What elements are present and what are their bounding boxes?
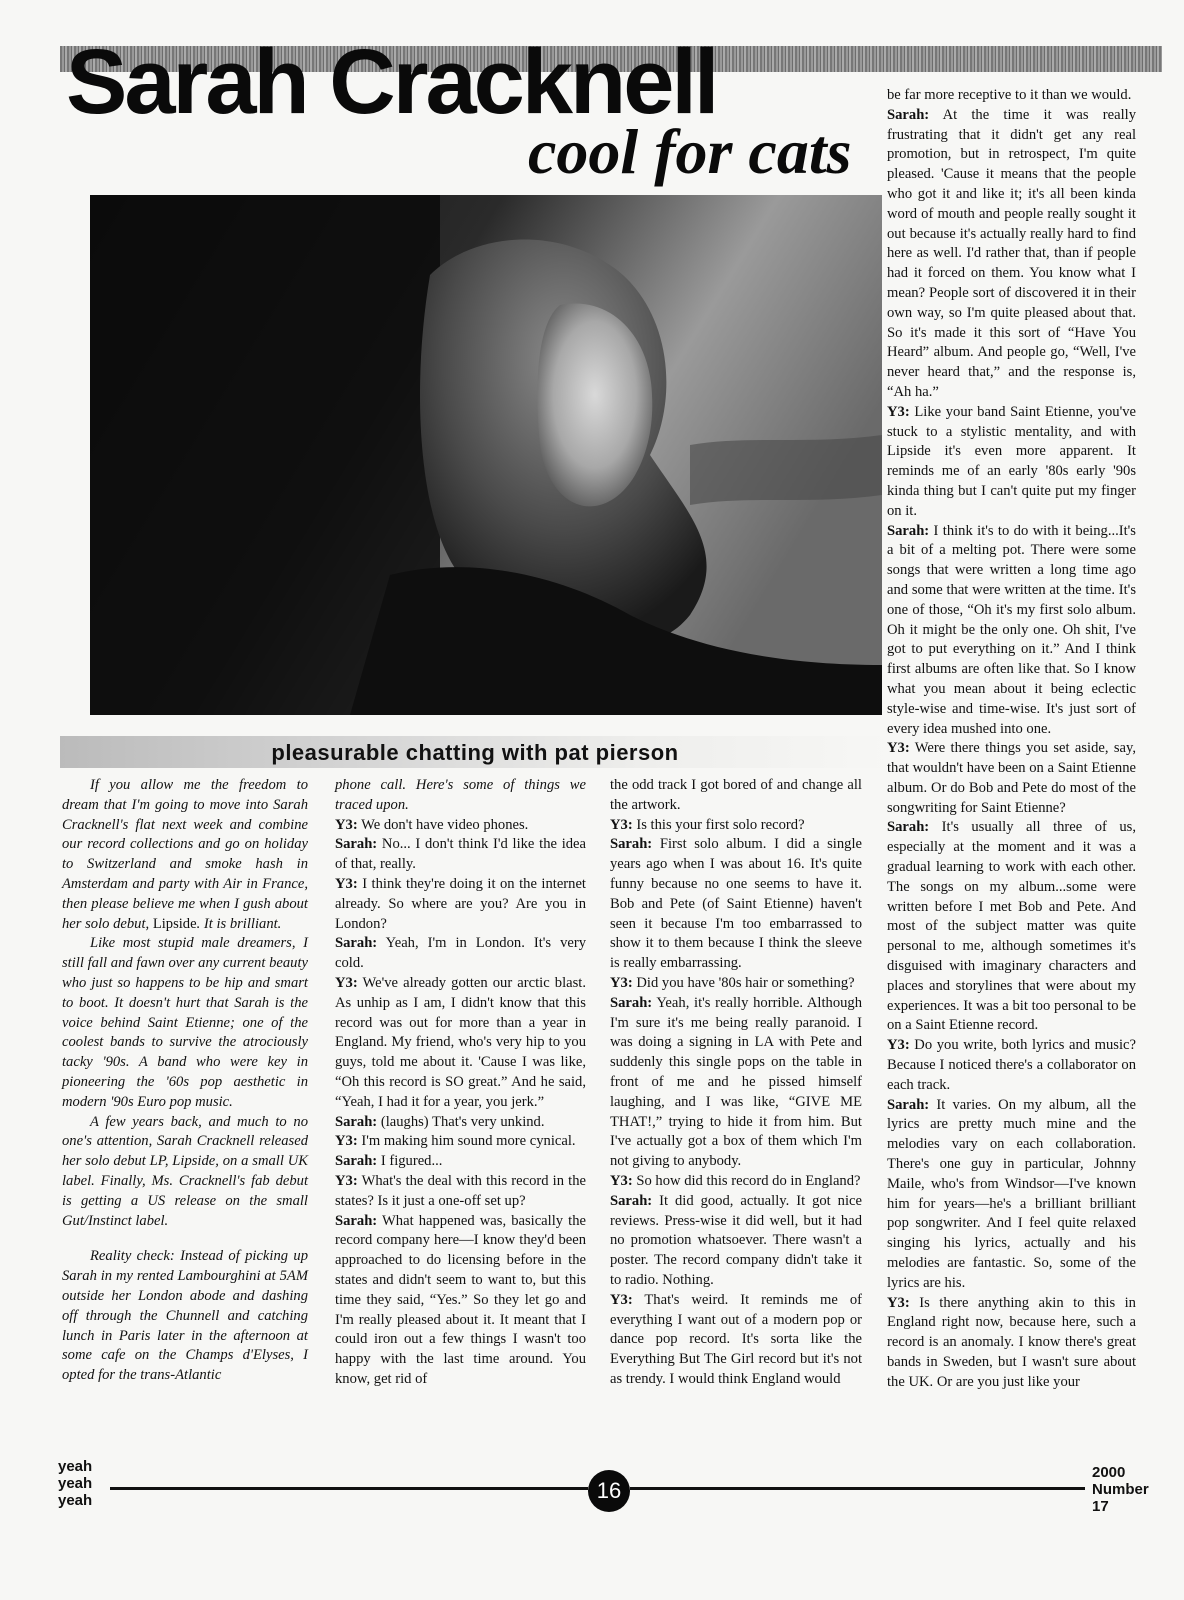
column-3-lines xyxy=(610,816,862,1390)
speaker-label: Y3: xyxy=(335,1172,358,1189)
interview-text: That's weird. It reminds me of everything I want out of a modern pop or dance pop record. It's sorta like the Everything But The Girl record but it's not as trendy. I would think England would xyxy=(610,1291,862,1387)
interview-text: Yeah, it's really horrible. Although I'm sure it's me being really paranoid. I was doing a signing in LA with Pete and suddenly this single pops on the table in front of me and he pissed himself laughing, and I was like, “GIVE ME THAT!,” trying to hide it from him. But I've actually got a box of them which I'm not giving to anybody. xyxy=(610,994,863,1170)
interview-paragraph xyxy=(887,739,1136,818)
interview-text: So how did this record do in England? xyxy=(636,1172,861,1189)
speaker-label: Y3: xyxy=(335,1133,358,1150)
speaker-label: Sarah: xyxy=(335,1153,378,1170)
portrait-photo-icon xyxy=(90,195,882,715)
interview-paragraph xyxy=(335,934,586,974)
footer-masthead-line: yeah xyxy=(58,1492,93,1509)
speaker-label: Sarah: xyxy=(335,1212,378,1229)
speaker-label: Sarah: xyxy=(335,935,378,952)
intro-p1-tail: . It is brilliant. xyxy=(196,915,282,932)
interview-text: It's usually all three of us, especially at the moment and it was a gradual learning to work with each other. The songs on my album...some were written before I met Bob and Pete. And most of the subject matter was quite personal to me, although sometimes it's disguised with imaginary characters and places and storylines that were about my experiences. It was a bit too personal to be on a Saint Etienne record. xyxy=(887,819,1136,1034)
column-4-lines xyxy=(887,106,1136,1393)
interview-paragraph xyxy=(610,1291,862,1390)
interview-text: At the time it was really frustrating that it didn't get any real promotion, but in retrospect, I'm quite pleased. 'Cause it means that the people who got it and like it; it's all been kinda word of mouth and people really sought it out because it's actually really hard to find here as well. I'd rather that, than if people had it forced on them. You know what I mean? People sort of discovered it in their own way, so I'm quite pleased about that. So it's made it this sort of “Have You Heard” album. And people go, “Well, I've never heard that,” and the response is, “Ah ha.” xyxy=(887,106,1136,400)
interview-paragraph xyxy=(887,106,1136,403)
article-subtitle: cool for cats xyxy=(528,116,852,187)
interview-text: What's the deal with this record in the states? Is it just a one-off set up? xyxy=(335,1172,586,1209)
speaker-label: Y3: xyxy=(335,974,358,991)
speaker-label: Y3: xyxy=(887,1037,910,1054)
speaker-label: Sarah: xyxy=(335,836,378,853)
interview-paragraph xyxy=(335,1132,586,1152)
speaker-label: Y3: xyxy=(887,403,910,420)
column-4-lead: be far more receptive to it than we would. xyxy=(887,87,1132,103)
footer-masthead-line: yeah xyxy=(58,1458,93,1475)
interview-paragraph xyxy=(335,816,586,836)
speaker-label: Y3: xyxy=(887,1294,910,1311)
speaker-label: Sarah: xyxy=(887,522,930,539)
section-heading: pleasurable chatting with pat pierson xyxy=(271,740,679,765)
footer-masthead-line: yeah xyxy=(58,1475,93,1492)
interview-text: It varies. On my album, all the lyrics are pretty much mine and the melodies vary on each collaboration. There's one guy in particular, Johnny Maile, who's from Windsor—I've known him for years—he's a brilliant brilliant pop songwriter. And I feel quite relaxed singing his lyrics, actually and his melodies are fantastic. So, some of the lyrics are his. xyxy=(887,1096,1136,1291)
interview-text: I'm making him sound more cynical. xyxy=(361,1133,576,1150)
footer-issue-line: 17 xyxy=(1092,1498,1109,1515)
speaker-label: Y3: xyxy=(610,974,633,991)
interview-paragraph xyxy=(335,1212,586,1390)
interview-text: Yeah, I'm in London. It's very cold. xyxy=(335,935,586,972)
intro-paragraph-1 xyxy=(62,776,308,934)
column-3-lead: the odd track I got bored of and change all the artwork. xyxy=(610,777,862,813)
intro-p1-album: Lipside xyxy=(152,915,197,932)
footer-masthead xyxy=(58,1458,92,1509)
speaker-label: Sarah: xyxy=(887,1096,930,1113)
interview-text: We've already gotten our arctic blast. As unhip as I am, I didn't know that this record was out for more than a year in England. My friend, who's very hip to you guys, told me about it. 'Cause I was like, “Oh this record is SO great.” And he said, “Yeah, I had it for a year, you jerk.” xyxy=(335,974,586,1110)
interview-paragraph xyxy=(335,1152,586,1172)
interview-text: I figured... xyxy=(380,1153,443,1170)
interview-paragraph xyxy=(335,875,586,934)
article-title: Sarah Cracknell xyxy=(66,31,717,133)
speaker-label: Y3: xyxy=(335,875,358,892)
interview-column-2 xyxy=(335,776,586,1390)
intro-p1-text: If you allow me the freedom to dream that I'm going to move into Sarah Cracknell's flat next week and combine our record collections and go on holiday to Switzerland and smoke hash in Amsterdam and party with Air in France, then please believe me when I gush about her solo debut, xyxy=(62,777,308,932)
portrait-photo xyxy=(90,195,882,715)
interview-column-3 xyxy=(610,776,862,1390)
interview-text: I think it's to do with it being...It's a bit of a melting pot. There were some songs that were written a long time ago and some that were written at the time. It's one of those, “Oh it's my first solo album. Oh it might be the only one. Oh shit, I've got to put everything on it.” And I think first albums are often like that. So I know what you mean about it being eclectic style-wise and time-wise. It's just sort of every idea mushed into one. xyxy=(887,522,1136,737)
interview-paragraph xyxy=(335,1172,586,1212)
interview-paragraph xyxy=(887,1096,1136,1294)
interview-text: Is there anything akin to this in England right now, because here, such a record is an anomaly. I know there's great bands in Sweden, but I wasn't sure about the UK. Or are you just like your xyxy=(887,1294,1136,1390)
interview-paragraph xyxy=(610,835,862,974)
interview-paragraph xyxy=(610,994,862,1172)
interview-text: Is this your first solo record? xyxy=(636,816,805,833)
interview-text: Do you write, both lyrics and music? Because I noticed there's a collaborator on each track. xyxy=(887,1037,1136,1093)
speaker-label: Sarah: xyxy=(887,106,930,123)
column-2-lead: phone call. Here's some of things we traced upon. xyxy=(335,777,586,813)
interview-text: I think they're doing it on the internet already. So where are you? Are you in London? xyxy=(335,875,586,932)
speaker-label: Sarah: xyxy=(610,1192,653,1209)
interview-column-4 xyxy=(887,86,1136,1393)
interview-text: We don't have video phones. xyxy=(361,816,529,833)
interview-text: Did you have '80s hair or something? xyxy=(636,974,855,991)
speaker-label: Y3: xyxy=(887,740,910,757)
footer-rule-right xyxy=(630,1487,1085,1490)
interview-text: What happened was, basically the record company here—I know they'd been approached to do licensing before in the states and didn't seem to want to, but this time they said, “Yes.” So they let go and I'm really pleased about it. It meant that I could iron out a few things I wasn't too happy with the last time around. You know, get rid of xyxy=(335,1212,586,1387)
interview-text: Like your band Saint Etienne, you've stuck to a stylistic mentality, and with Lipside it's even more apparent. It reminds me of an early '80s early '90s kinda thing but I can't quite put my finger on it. xyxy=(887,403,1136,519)
footer-issue-line: 2000 xyxy=(1092,1464,1126,1481)
speaker-label: Sarah: xyxy=(335,1113,378,1130)
speaker-label: Sarah: xyxy=(610,836,653,853)
speaker-label: Sarah: xyxy=(610,994,653,1011)
column-2-lines xyxy=(335,816,586,1390)
footer-rule-left xyxy=(110,1487,588,1490)
interview-paragraph xyxy=(335,974,586,1113)
intro-paragraph-3: A few years back, and much to no one's attention, Sarah Cracknell released her solo debut LP, Lipside, on a small UK label. Finally, Ms. Cracknell's fab debut is getting a US release on the small Gut/Instinct label. xyxy=(62,1113,308,1229)
interview-text: Were there things you set aside, say, that wouldn't have been on a Saint Etienne album. Or do Bob and Pete do most of the songwriting for Saint Etienne? xyxy=(887,740,1137,816)
interview-paragraph xyxy=(887,522,1136,740)
interview-paragraph xyxy=(610,1192,862,1291)
speaker-label: Y3: xyxy=(335,816,358,833)
interview-text: (laughs) That's very unkind. xyxy=(380,1113,545,1130)
intro-paragraph-2: Like most stupid male dreamers, I still fall and fawn over any current beauty who just so happens to be hip and smart to boot. It doesn't hurt that Sarah is the voice behind Saint Etienne; one of the coolest bands to survive the atrociously tacky '90s. A band who were key in pioneering the '60s pop aesthetic in modern '90s Euro pop music. xyxy=(62,935,308,1110)
interview-paragraph xyxy=(610,816,862,836)
interview-text: No... I don't think I'd like the idea of that, really. xyxy=(335,836,586,873)
speaker-label: Y3: xyxy=(610,1291,633,1308)
interview-paragraph xyxy=(887,1294,1136,1393)
page-number: 16 xyxy=(588,1470,630,1512)
interview-paragraph xyxy=(335,835,586,875)
speaker-label: Y3: xyxy=(610,816,633,833)
interview-paragraph xyxy=(887,818,1136,1036)
interview-text: First solo album. I did a single years ago when I was about 16. It's quite funny because no one seems to have it. Bob and Pete (of Saint Etienne) haven't seen it because I'm too embarrassed to show it to them because I think the sleeve is really embarrassing. xyxy=(610,836,862,972)
speaker-label: Sarah: xyxy=(887,819,930,836)
interview-paragraph xyxy=(610,1172,862,1192)
footer-issue xyxy=(1092,1464,1149,1515)
footer-issue-line: Number xyxy=(1092,1481,1149,1498)
interview-paragraph xyxy=(887,403,1136,522)
interview-paragraph xyxy=(610,974,862,994)
speaker-label: Y3: xyxy=(610,1172,633,1189)
interview-text: It did good, actually. It got nice reviews. Press-wise it did well, but it had no promotion whatsoever. There wasn't a poster. The record company didn't take it to radio. Nothing. xyxy=(610,1192,862,1288)
intro-column xyxy=(62,776,308,1386)
interview-paragraph xyxy=(335,1113,586,1133)
intro-paragraph-4: Reality check: Instead of picking up Sarah in my rented Lambourghini at 5AM outside her London abode and dashing off through the Chunnell and catching lunch in Paris later in the afternoon at some cafe on the Champs d'Elyses, I opted for the trans-Atlantic xyxy=(62,1248,308,1384)
interview-paragraph xyxy=(887,1036,1136,1095)
